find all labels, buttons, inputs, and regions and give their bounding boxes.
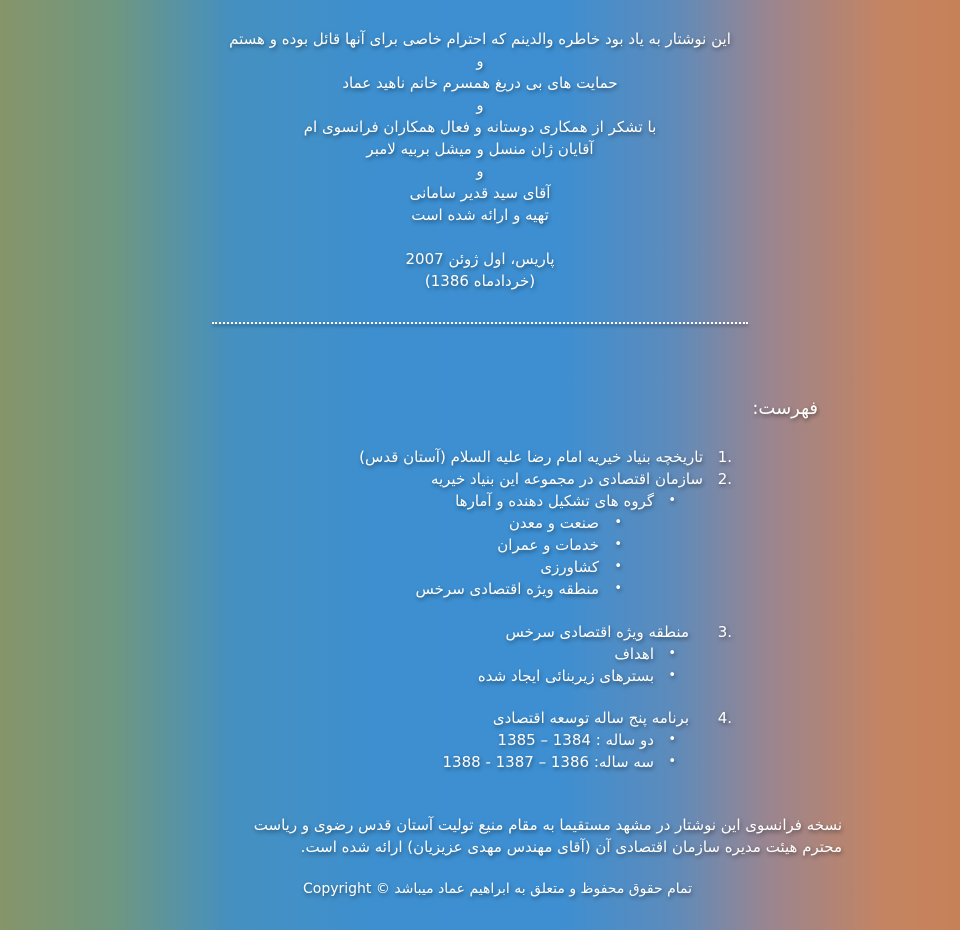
spacer xyxy=(0,226,960,248)
toc-item-number: 2. xyxy=(717,470,732,488)
bullet-icon: • xyxy=(668,493,676,508)
dedication-conjunction: و xyxy=(476,52,484,70)
dotted-divider xyxy=(212,322,748,324)
footer-note-line: محترم هیئت مدیره سازمان اقتصادی آن (آقای مهندس مهدی عزیزیان) ارائه شده است. xyxy=(300,838,842,856)
toc-item-title: سازمان اقتصادی در مجموعه این بنیاد خیریه xyxy=(430,470,703,488)
bullet-icon: • xyxy=(668,668,676,683)
bullet-icon: • xyxy=(668,732,676,747)
toc-item-title: برنامه پنج ساله توسعه اقتصادی xyxy=(492,709,689,727)
toc-subitem: بسترهای زیربنائی ایجاد شده xyxy=(477,667,654,685)
dedication-line: آقایان ژان منسل و میشل بربیه لامبر xyxy=(366,140,594,158)
toc-item-title: منطقه ویژه اقتصادی سرخس xyxy=(505,623,689,641)
dedication-block xyxy=(0,28,960,292)
toc-title: فهرست: xyxy=(752,398,818,419)
toc-subsubitem: منطقه ویژه اقتصادی سرخس xyxy=(415,580,599,598)
bullet-icon: • xyxy=(668,646,676,661)
dedication-line: حمایت های بی دریغ همسرم خانم ناهید عماد xyxy=(342,74,618,92)
toc-item-title: تاریخچه بنیاد خیریه امام رضا علیه السلام (آستان قدس) xyxy=(359,448,703,466)
bullet-icon: • xyxy=(614,537,622,552)
dedication-conjunction: و xyxy=(476,162,484,180)
toc-subitem: دو ساله : 1384 – 1385 xyxy=(497,731,654,749)
dedication-line: تهیه و ارائه شده است xyxy=(411,206,549,224)
hijri-date: (خردادماه 1386) xyxy=(424,272,536,290)
bullet-icon: • xyxy=(668,754,676,769)
toc-subsubitem: خدمات و عمران xyxy=(497,536,599,554)
toc-subitem: سه ساله: 1386 – 1387 - 1388 xyxy=(442,753,654,771)
place-date: پاریس، اول ژوئن 2007 xyxy=(405,250,555,268)
toc-item-number: 1. xyxy=(717,448,732,466)
dedication-line: این نوشتار به یاد بود خاطره والدینم که احترام خاصی برای آنها قائل بوده و هستم xyxy=(229,30,731,48)
toc-subsubitem: صنعت و معدن xyxy=(508,514,599,532)
bullet-icon: • xyxy=(614,515,622,530)
bullet-icon: • xyxy=(614,581,622,596)
bullet-icon: • xyxy=(614,559,622,574)
toc-subitem: گروه های تشکیل دهنده و آمارها xyxy=(455,492,654,510)
toc-subsubitem: کشاورزی xyxy=(540,558,599,576)
copyright-notice: تمام حقوق محفوظ و متعلق به ابراهیم عماد میباشد © Copyright xyxy=(303,881,692,897)
dedication-conjunction: و xyxy=(476,96,484,114)
dedication-line: با تشکر از همکاری دوستانه و فعال همکاران فرانسوی ام xyxy=(303,118,657,136)
toc-item-number: 3. xyxy=(717,623,732,641)
footer-note-line: نسخه فرانسوی این نوشتار در مشهد مستقیما به مقام منیع تولیت آستان قدس رضوی و ریاست xyxy=(253,816,842,834)
dedication-line: آقای سید قدیر سامانی xyxy=(409,184,551,202)
toc-item-number: 4. xyxy=(717,709,732,727)
toc-subitem: اهداف xyxy=(614,645,654,663)
